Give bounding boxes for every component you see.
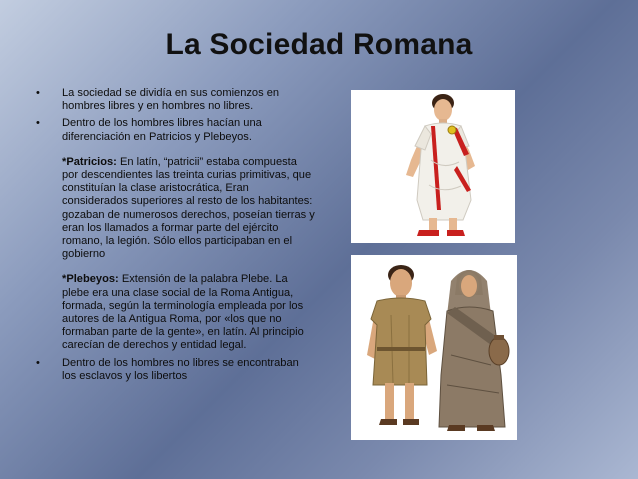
plebeyos-text: Extensión de la palabra Plebe. La plebe era una clase social de la Roma Antigua, formada, según la terminología empleada por los autores de la Antigua Roma, por «los que no formaban parte de la gente», en latín. Al principio carecían de derechos y entidad legal.: [62, 273, 304, 352]
bullet-text-3: Dentro de los hombres no libres se encontraban los esclavos y los libertos: [62, 356, 299, 382]
plebeians-illustration: [351, 255, 517, 440]
bullet-dot: •: [36, 117, 40, 130]
plebeyos-label: *Plebeyos:: [62, 273, 119, 286]
slide-body: [36, 87, 316, 387]
bullet-text-2: Dentro de los hombres libres hacían una diferenciación en Patricios y Plebeyos.: [62, 117, 262, 143]
patrician-illustration: [351, 90, 515, 243]
bullet-dot: •: [36, 356, 40, 369]
bullet-item: [36, 117, 316, 143]
slide-title: La Sociedad Romana: [165, 28, 473, 61]
patricios-label: *Patricios:: [62, 155, 117, 168]
bullet-text-1: La sociedad se dividía en sus comienzos en hombres libres y en hombres no libres.: [62, 87, 280, 113]
patricios-text: En latín, “patricii” estaba compuesta por descendientes las treinta curias primitivas, que constituían la clase aristocrática, Eran considerados superiores al resto de los habitantes: gozaban de numerosos derechos, poseían tierras y eran los llamados a formar parte del ejército romano, la legión. Sólo ellos participaban en el gobierno: [62, 155, 315, 261]
bullet-item: [36, 357, 316, 383]
plebeyos-paragraph: [36, 273, 316, 352]
patricios-paragraph: [36, 156, 316, 262]
plebeian-figures: [351, 255, 517, 440]
bullet-dot: •: [36, 87, 40, 99]
patrician-figure: [351, 90, 515, 243]
bullet-item: [36, 87, 316, 113]
